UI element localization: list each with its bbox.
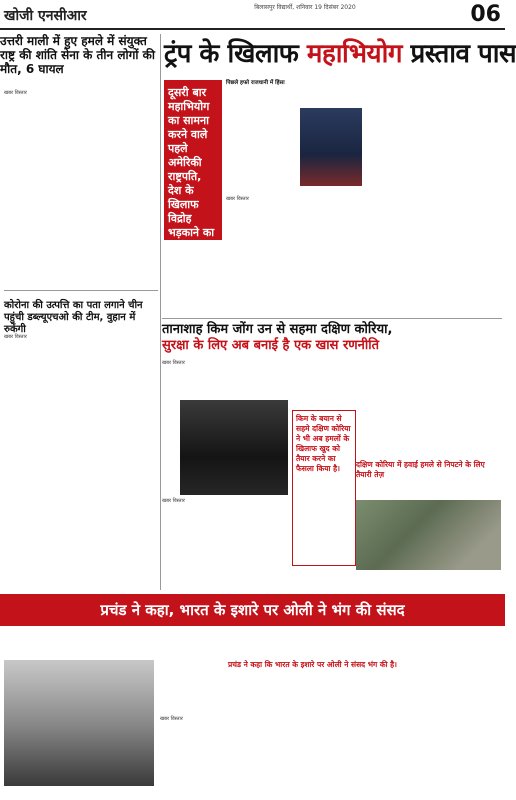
- kim-headline-prefix: तानाशाह किम जोंग उन से सहमा दक्षिण कोरिया,: [162, 322, 393, 337]
- body-text-column: खबर विस्तार: [162, 498, 185, 504]
- kim-photo: [180, 400, 288, 495]
- masthead: [0, 0, 505, 30]
- main-headline-suffix: प्रस्ताव पास: [410, 39, 516, 69]
- section-rule: [162, 318, 502, 319]
- body-text-column: खबर विस्तार: [4, 334, 27, 340]
- body-text-column: खबर विस्तार: [162, 360, 185, 366]
- page-number: 06: [461, 2, 501, 28]
- main-headline-highlight: महाभियोग: [306, 39, 402, 69]
- column-rule: [160, 34, 161, 590]
- oli-photo: [4, 660, 154, 786]
- section-rule: [4, 290, 158, 291]
- satellite-headline: दक्षिण कोरिया में हवाई हमले से निपटने के लिए तैयारी तेज़: [356, 460, 485, 479]
- body-text-column: खबर विस्तार: [226, 196, 249, 202]
- satellite-photo: [356, 500, 501, 570]
- kim-headline: [162, 322, 502, 358]
- main-headline-prefix: ट्रंप के खिलाफ: [164, 39, 299, 69]
- left-top-headline: उत्तरी माली में हुए हमले में संयुक्त राष्ट्र की शांति सेना के तीन लोगों की मौत, 6 घायल: [0, 34, 155, 76]
- trump-photo-caption: पिछले हफ्ते राजधानी में हिंसा: [226, 80, 285, 86]
- trump-photo: [300, 108, 362, 186]
- body-text-column: खबर विस्तार: [4, 90, 27, 96]
- main-headline: [164, 34, 516, 76]
- oli-pull-quote: प्रचंड ने कहा कि भारत के इशारे पर ओली ने संसद भंग की है।: [228, 660, 397, 669]
- kim-pull-quote: किम के बयान से सहमे दक्षिण कोरिया ने भी अब हमलों के खिलाफ खुद को तैयार करने का फैसला किया है।: [292, 410, 356, 566]
- banner-headline: प्रचंड ने कहा, भारत के इशारे पर ओली ने भंग की संसद: [0, 594, 505, 626]
- left-top-story: [0, 34, 160, 84]
- date-line: बिलासपुर विद्यार्थी, शनिवार 19 दिसंबर 2020: [254, 4, 356, 11]
- body-text-column: खबर विस्तार: [160, 716, 183, 722]
- corona-headline: कोरोना की उत्पत्ति का पता लगाने चीन पहुंची डब्ल्यूएचओ की टीम, वुहान में रुकेंगी: [4, 300, 143, 335]
- main-story-red-box: दूसरी बार महाभियोग का सामना करने वाले पहले अमेरिकी राष्ट्रपति, देश के खिलाफ विद्रोह भड़काने का आरोप: [164, 80, 222, 240]
- paper-name: खोजी एनसीआर: [4, 8, 87, 24]
- kim-headline-suffix: सुरक्षा के लिए अब बनाई है एक खास रणनीति: [162, 338, 380, 353]
